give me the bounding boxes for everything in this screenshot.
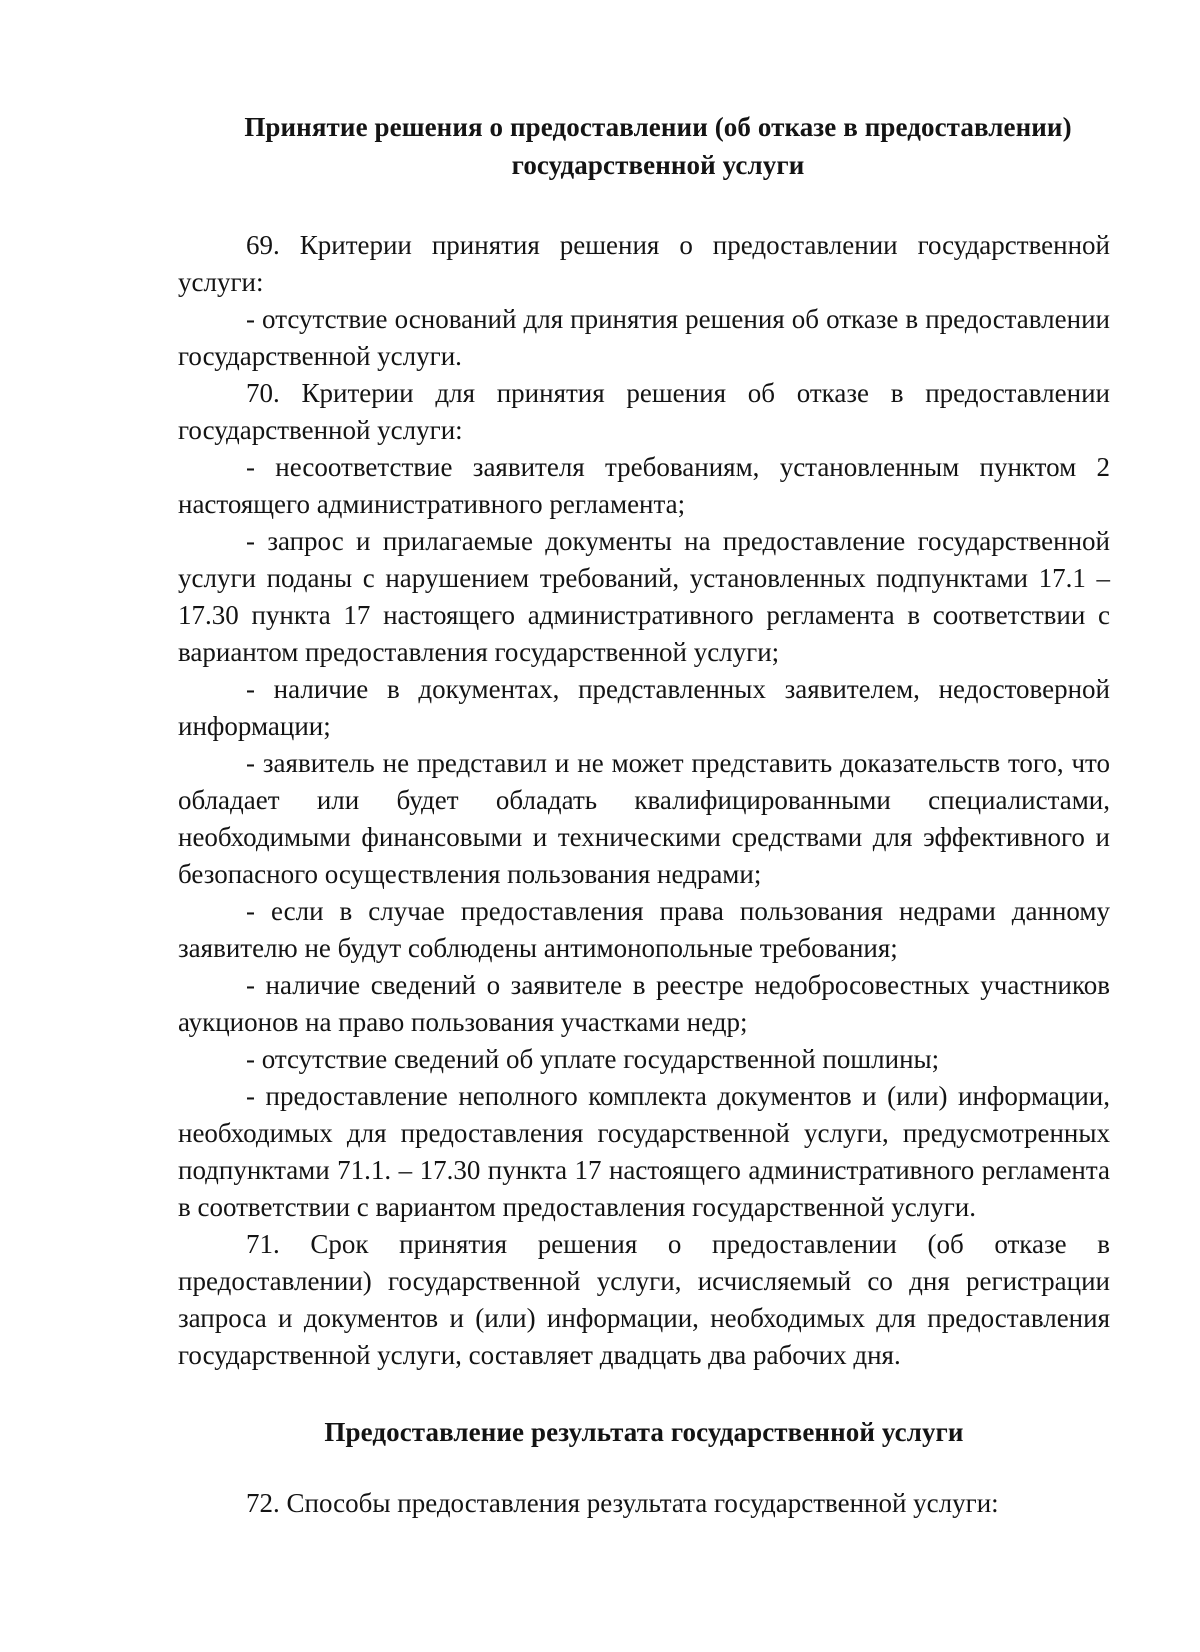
document-page <box>178 108 1110 1522</box>
list-item-no-grounds: - отсутствие оснований для принятия решения об отказе в предоставлении государственной услуги. <box>178 304 1110 371</box>
spacer <box>178 1374 1110 1413</box>
list-item-no-fee-payment: - отсутствие сведений об уплате государственной пошлины; <box>246 1044 940 1074</box>
section-heading-decision <box>178 108 1110 184</box>
paragraph-70: 70. Критерии для принятия решения об отказе в предоставлении государственной услуги: <box>178 378 1110 445</box>
list-item-unreliable-info: - наличие в документах, представленных заявителем, недостоверной информации; <box>178 674 1110 741</box>
section-heading-line-1: Принятие решения о предоставлении (об отказе в предоставлении) <box>244 112 1072 142</box>
section-heading-result: Предоставление результата государственной услуги <box>324 1417 964 1447</box>
list-item-antimonopoly: - если в случае предоставления права пользования недрами данному заявителю не будут соблюдены антимонопольные требования; <box>178 896 1110 963</box>
paragraph-69: 69. Критерии принятия решения о предоставлении государственной услуги: <box>178 230 1110 297</box>
paragraph-71: 71. Срок принятия решения о предоставлении (об отказе в предоставлении) государственной услуги, исчисляемый со дня регистрации запроса и документов и (или) информации, необходимых для предоставления государственной услуги, составляет двадцать два рабочих дня. <box>178 1229 1110 1370</box>
list-item-no-evidence: - заявитель не представил и не может представить доказательств того, что обладает или будет обладать квалифицированными специалистами, необходимыми финансовыми и техническими средствами для эффективного и безопасного осуществления пользования недрами; <box>178 748 1110 889</box>
list-item-documents-violation: - запрос и прилагаемые документы на предоставление государственной услуги поданы с нарушением требований, установленных подпунктами 17.1 – 17.30 пункта 17 настоящего административного регламента в соответствии с вариантом предоставления государственной услуги; <box>178 526 1110 667</box>
spacer <box>178 1451 1110 1485</box>
list-item-unfair-registry: - наличие сведений о заявителе в реестре недобросовестных участников аукционов на право пользования участками недр; <box>178 970 1110 1037</box>
list-item-applicant-mismatch: - несоответствие заявителя требованиям, установленным пунктом 2 настоящего административного регламента; <box>178 452 1110 519</box>
list-item-incomplete-documents: - предоставление неполного комплекта документов и (или) информации, необходимых для предоставления государственной услуги, предусмотренных подпунктами 71.1. – 17.30 пункта 17 настоящего административного регламента в соответствии с вариантом предоставления государственной услуги. <box>178 1081 1110 1222</box>
section-heading-line-2: государственной услуги <box>511 150 805 180</box>
paragraph-72: 72. Способы предоставления результата государственной услуги: <box>246 1488 999 1518</box>
spacer <box>178 184 1110 227</box>
